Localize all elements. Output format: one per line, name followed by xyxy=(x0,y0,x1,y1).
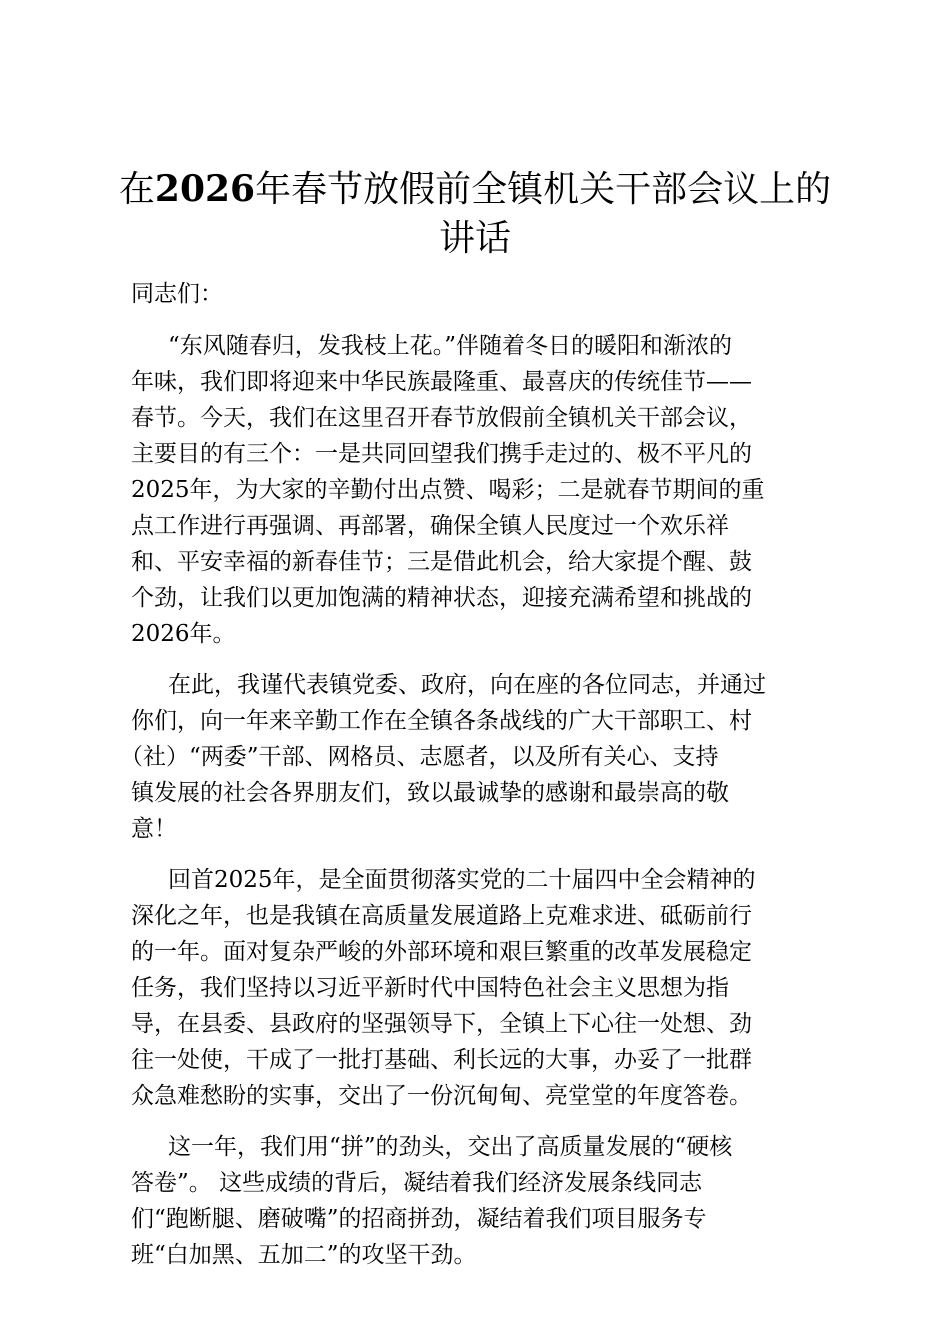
paragraph-3-line: 任务，我们坚持以习近平新时代中国特色社会主义思想为指 xyxy=(131,975,729,1001)
paragraph-1-line: 和、平安幸福的新春佳节；三是借此机会，给大家提个醒、鼓 xyxy=(131,549,752,575)
paragraph-1-line: 春节。今天，我们在这里召开春节放假前全镇机关干部会议， xyxy=(131,405,752,431)
paragraph-4-line: 班“白加黑、五加二”的攻坚干劲。 xyxy=(131,1242,477,1268)
paragraph-3-line: 回首2025年，是全面贯彻落实党的二十届四中全会精神的 xyxy=(168,867,756,893)
paragraph-2-line: 在此，我谨代表镇党委、政府，向在座的各位同志，并通过 xyxy=(168,672,766,698)
paragraph-1-line: “东风随春归，发我枝上花。”伴随着冬日的暖阳和渐浓的 xyxy=(168,333,733,359)
paragraph-1-line: 2026年。 xyxy=(131,621,236,647)
salutation: 同志们： xyxy=(131,281,223,307)
title-line-1 xyxy=(110,164,840,215)
paragraph-3-line: 往一处使，干成了一批打基础、利长远的大事，办妥了一批群 xyxy=(131,1047,752,1073)
paragraph-2-line: （社）“两委”干部、网格员、志愿者，以及所有关心、支持 xyxy=(120,744,719,770)
paragraph-1-line: 年味，我们即将迎来中华民族最隆重、最喜庆的传统佳节—— xyxy=(131,369,752,395)
paragraph-2-line: 意！ xyxy=(131,816,177,842)
paragraph-4-line: 这一年，我们用“拼”的劲头，交出了高质量发展的“硬核 xyxy=(168,1134,733,1160)
paragraph-1-line: 点工作进行再强调、再部署，确保全镇人民度过一个欢乐祥 xyxy=(131,513,729,539)
paragraph-2-line: 你们，向一年来辛勤工作在全镇各条战线的广大干部职工、村 xyxy=(131,708,752,734)
paragraph-3-line: 的一年。面对复杂严峻的外部环境和艰巨繁重的改革发展稳定 xyxy=(131,939,752,965)
paragraph-3-line: 导，在县委、县政府的坚强领导下，全镇上下心往一处想、劲 xyxy=(131,1011,752,1037)
paragraph-1-line: 个劲，让我们以更加饱满的精神状态，迎接充满希望和挑战的 xyxy=(131,585,752,611)
paragraph-1-line: 主要目的有三个：一是共同回望我们携手走过的、极不平凡的 xyxy=(131,441,752,467)
paragraph-3-line: 深化之年，也是我镇在高质量发展道路上克难求进、砥砺前行 xyxy=(131,903,752,929)
paragraph-3-line: 众急难愁盼的实事，交出了一份沉甸甸、亮堂堂的年度答卷。 xyxy=(131,1083,752,1109)
paragraph-2-line: 镇发展的社会各界朋友们，致以最诚挚的感谢和最崇高的敬 xyxy=(131,780,729,806)
paragraph-4-line: 答卷”。 这些成绩的背后，凝结着我们经济发展条线同志 xyxy=(131,1170,703,1196)
title-line-2: 讲话 xyxy=(438,218,511,259)
title-year: 2026 xyxy=(154,168,256,210)
paragraph-1-line: 2025年，为大家的辛勤付出点赞、喝彩；二是就春节期间的重 xyxy=(131,477,765,503)
paragraph-4-line: 们“跑断腿、磨破嘴”的招商拼劲，凝结着我们项目服务专 xyxy=(131,1206,707,1232)
title-prefix: 在 xyxy=(118,169,155,210)
title-suffix: 年春节放假前全镇机关干部会议上的 xyxy=(255,169,832,210)
